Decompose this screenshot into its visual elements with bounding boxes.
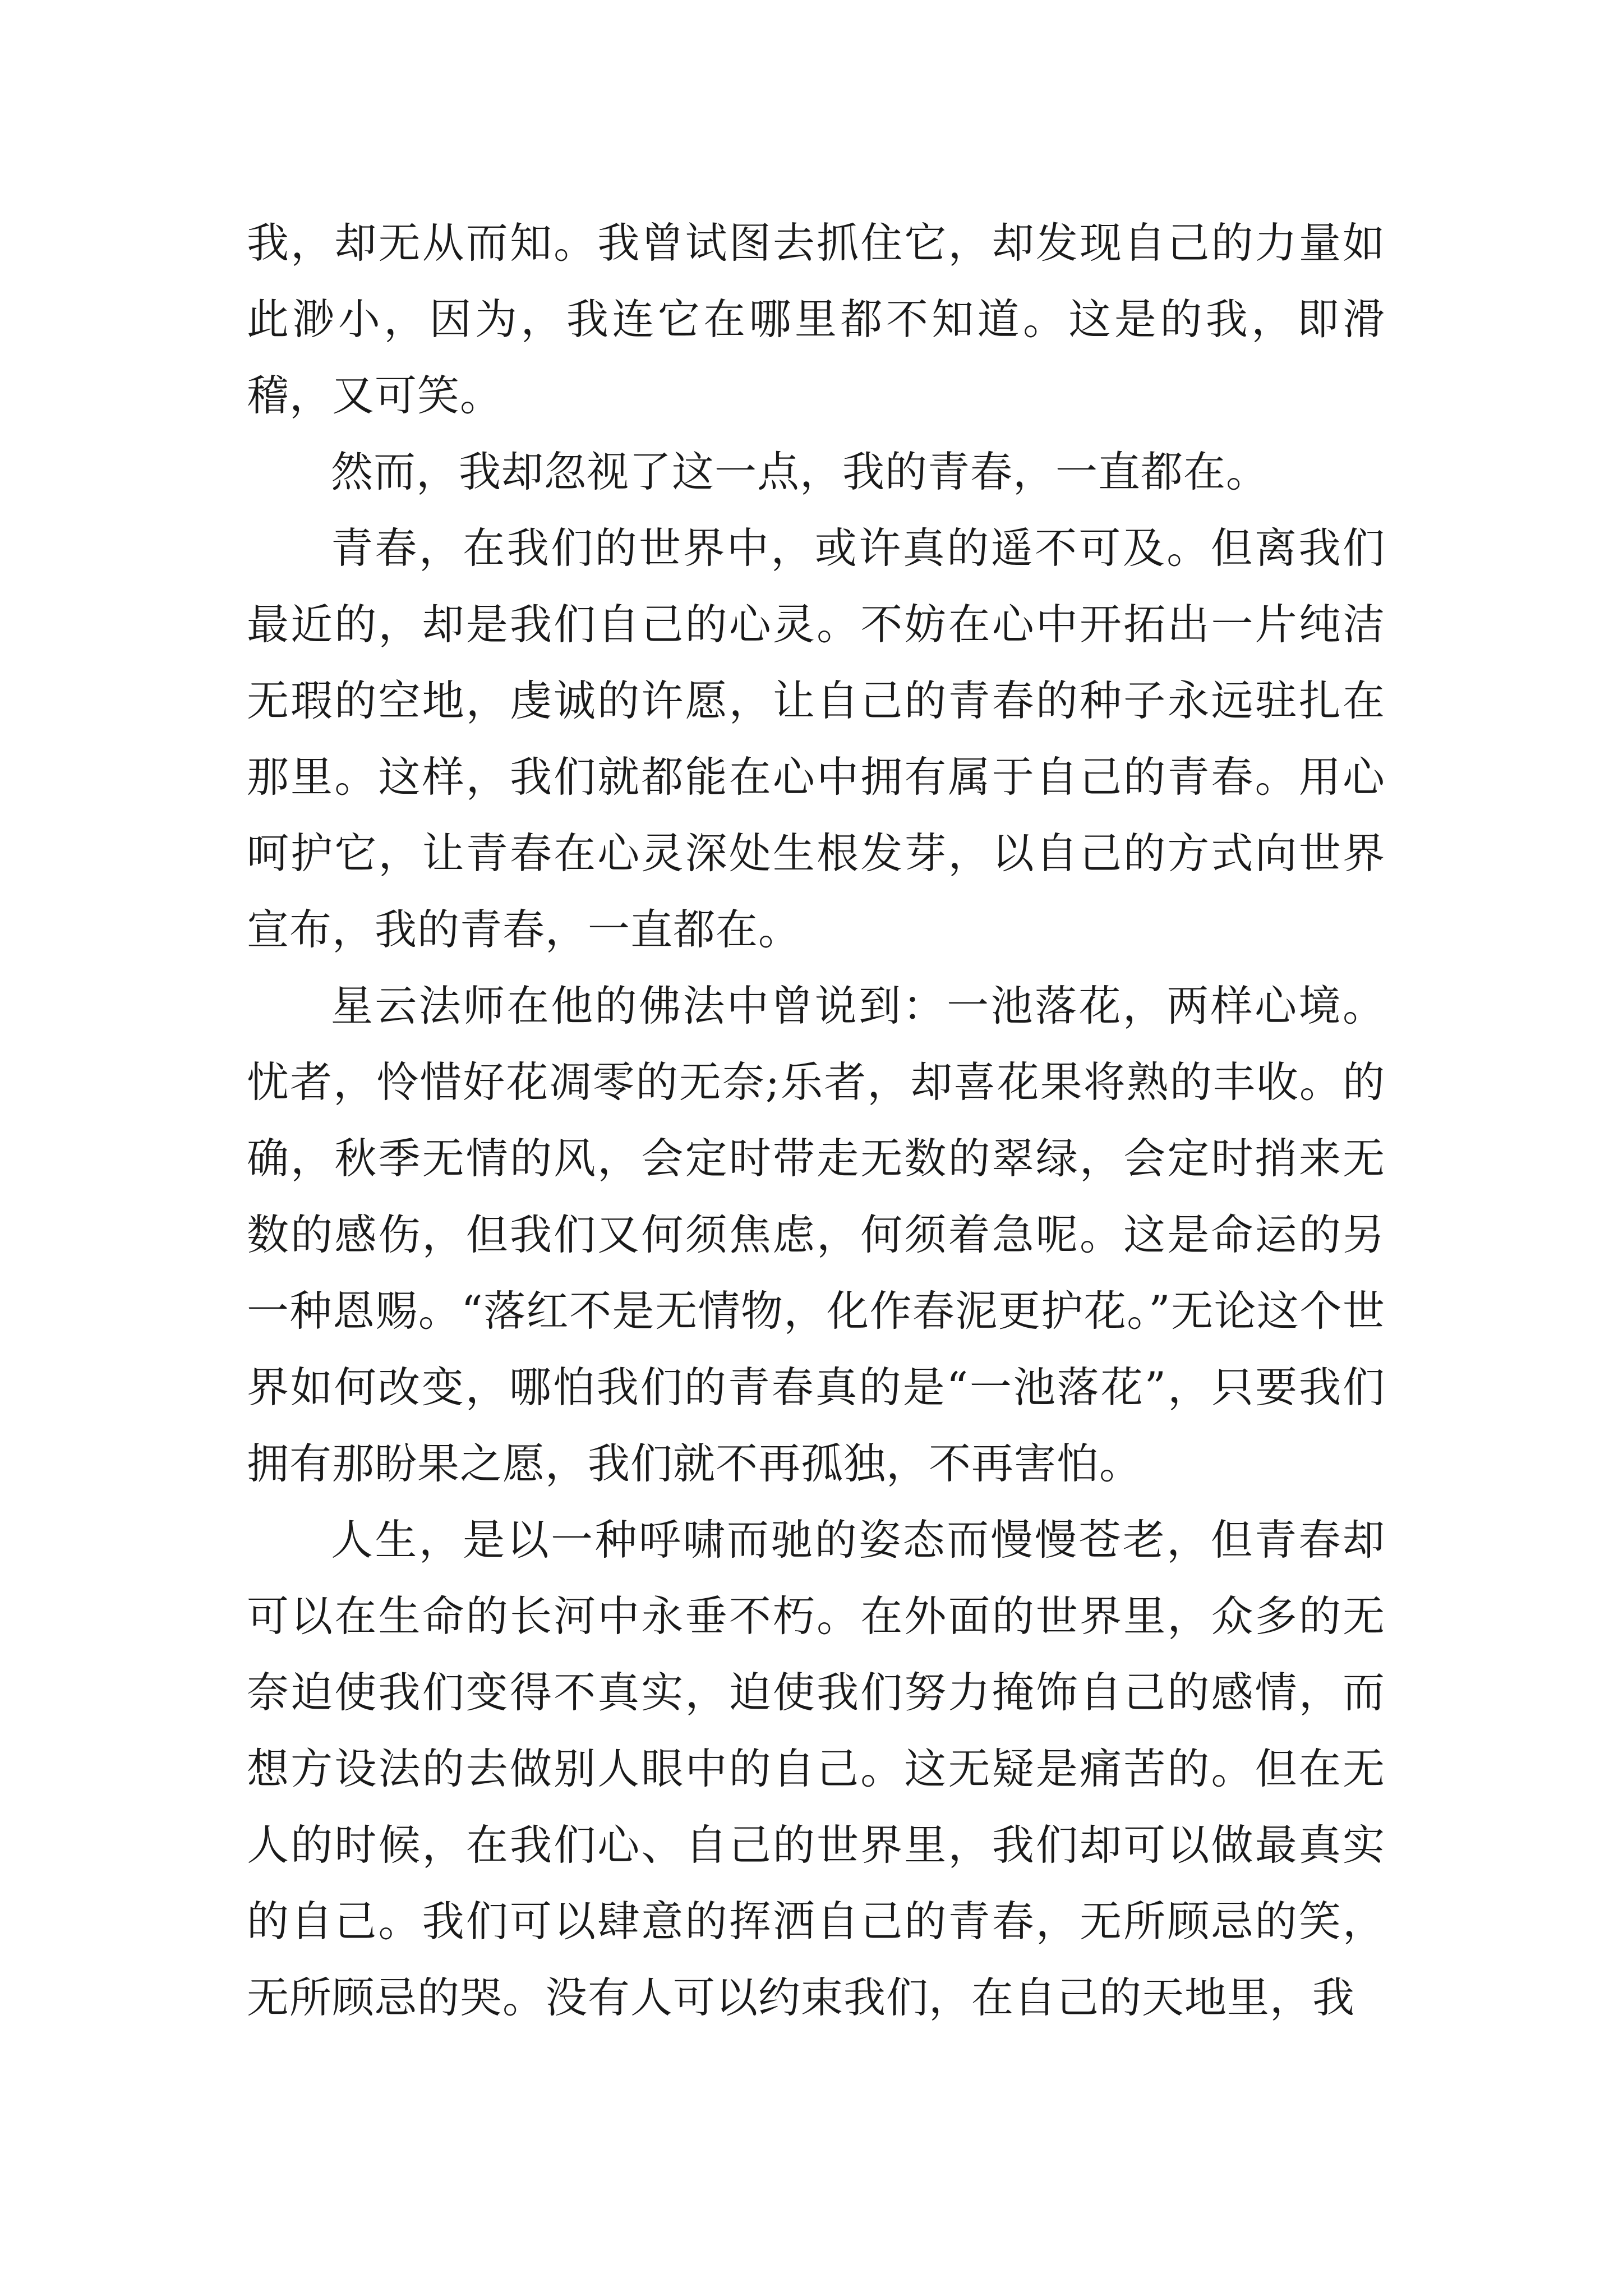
body-text [247,205,1385,2036]
paragraph-5: 人生，是以一种呼啸而驰的姿态而慢慢苍老，但青春却可以在生命的长河中永垂不朽。在外面的世界里，众多的无奈迫使我们变得不真实，迫使我们努力掩饰自己的感情，而想方设法的去做别人眼中的自己。这无疑是痛苦的。但在无人的时候，在我们心、自己的世界里，我们却可以做最真实的自己。我们可以肆意的挥洒自己的青春，无所顾忌的笑，无所顾忌的哭。没有人可以约束我们，在自己的天地里，我 [247,1515,1385,2022]
paragraph-2: 然而，我却忽视了这一点，我的青春，一直都在。 [331,447,1269,496]
paragraph-3: 青春，在我们的世界中，或许真的遥不可及。但离我们最近的，却是我们自己的心灵。不妨在心中开拓出一片纯洁无瑕的空地，虔诚的许愿，让自己的青春的种子永远驻扎在那里。这样，我们就都能在心中拥有属于自己的青春。用心呵护它，让青春在心灵深处生根发芽，以自己的方式向世界宣布，我的青春，一直都在。 [247,523,1385,954]
paragraph-1: 我，却无从而知。我曾试图去抓住它，却发现自己的力量如此渺小，因为，我连它在哪里都不知道。这是的我，即滑稽，又可笑。 [247,218,1385,420]
paragraph-4: 星云法师在他的佛法中曾说到：一池落花，两样心境。忧者，怜惜好花凋零的无奈;乐者，却喜花果将熟的丰收。的确，秋季无情的风，会定时带走无数的翠绿，会定时捎来无数的感伤，但我们又何须焦虑，何须着急呢。这是命运的另一种恩赐。“落红不是无情物，化作春泥更护花。”无论这个世界如何改变，哪怕我们的青春真的是“一池落花”，只要我们拥有那盼果之愿，我们就不再孤独，不再害怕。 [247,981,1385,1488]
